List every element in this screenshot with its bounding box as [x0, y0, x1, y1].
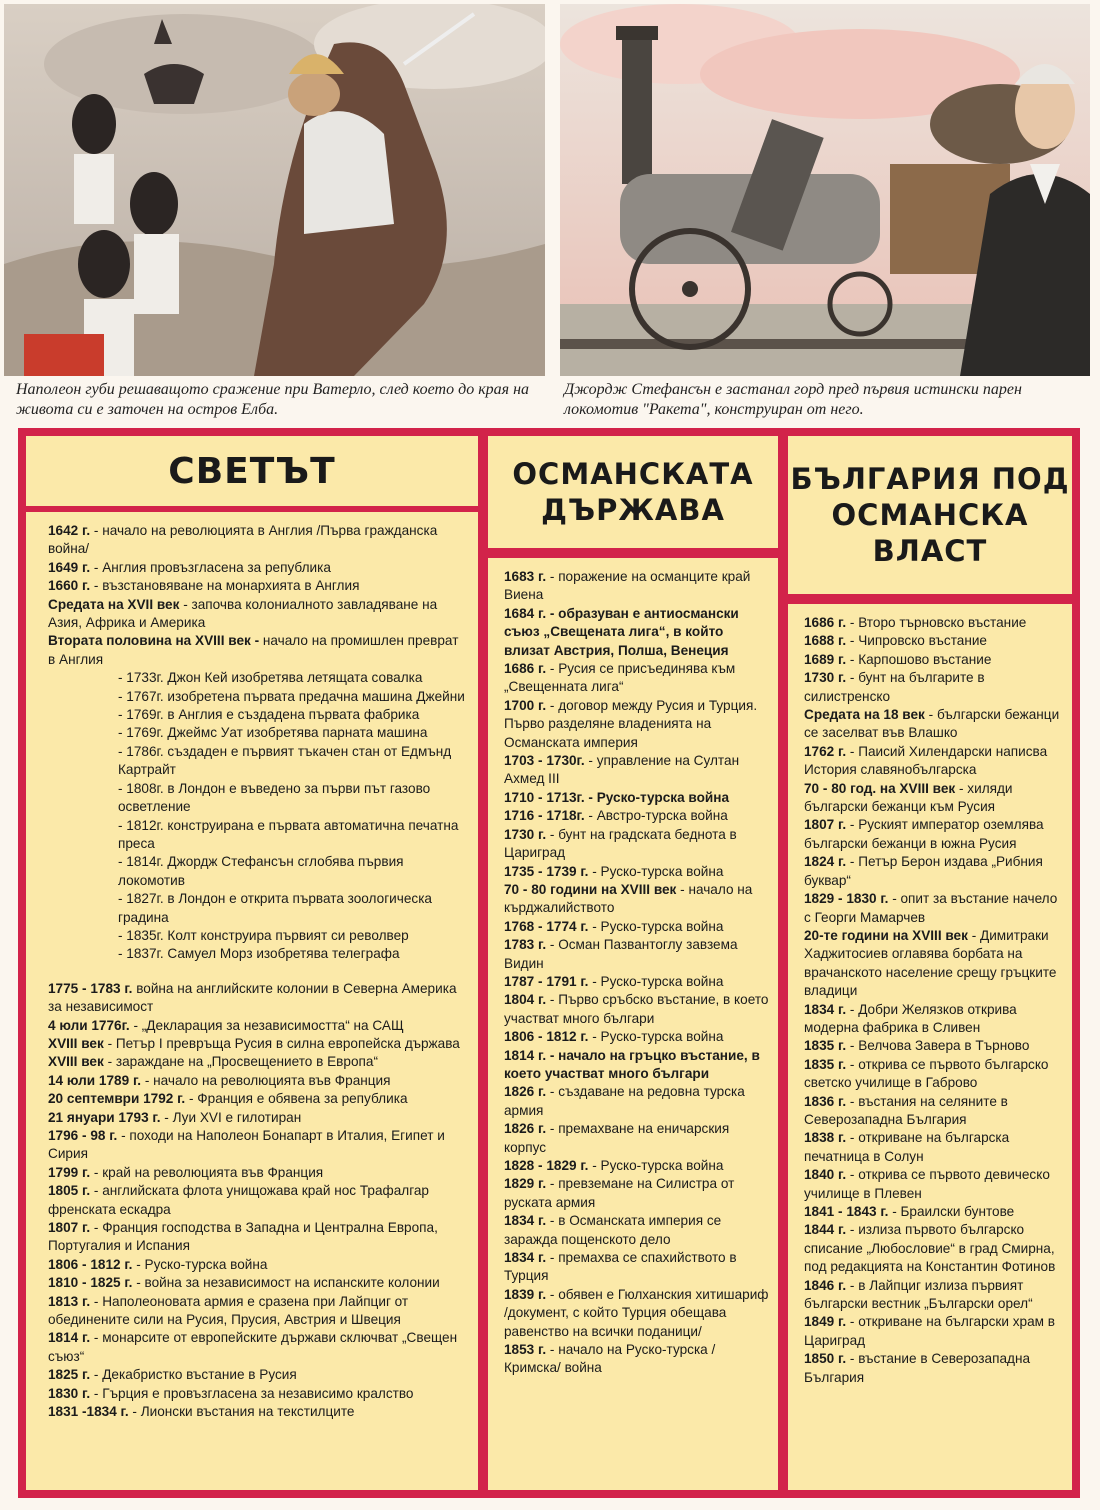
entry-text: - Второ търновско въстание	[846, 615, 1027, 630]
timeline-entry	[804, 1277, 1066, 1314]
locomotive-illustration	[560, 4, 1090, 376]
timeline-entry	[504, 1120, 772, 1157]
timeline-entry	[48, 853, 468, 890]
timeline-entry	[804, 1129, 1066, 1166]
entry-text: - Русия се присъединява към „Свещенната лига“	[504, 661, 736, 695]
entry-text: - Браилски бунтове	[888, 1204, 1015, 1219]
timeline-entry	[48, 596, 468, 633]
entry-text: - край на революцията във Франция	[90, 1164, 324, 1180]
timeline-entry	[48, 577, 468, 595]
entry-text: - обявен е Гюлханския хитишариф /документ, с който Турция обещава равенство на всички поданици/	[504, 1286, 769, 1339]
bulgaria-timeline	[788, 604, 1072, 1490]
timeline-entry	[804, 890, 1066, 927]
entry-date: 1775 - 1783 г.	[48, 980, 133, 996]
entry-date: 1730 г.	[804, 670, 847, 686]
entry-date: 1846 г.	[804, 1277, 847, 1293]
timeline-entry	[804, 1313, 1066, 1350]
entry-text: - начало на Руско-турска /Кримска/ война	[504, 1342, 716, 1376]
entry-date: 1799 г.	[48, 1164, 91, 1180]
timeline-gap	[48, 964, 468, 980]
entry-text: - начало на революцията във Франция	[141, 1072, 391, 1088]
entry-date: Втората половина на XVIII век -	[48, 633, 260, 649]
timeline-entry	[48, 1090, 468, 1108]
entry-text: - в Лайпциг излиза първият български вестник „Български орел“	[804, 1277, 1033, 1312]
entry-date: 1735 - 1739 г.	[504, 863, 589, 879]
timeline-entry	[804, 927, 1066, 1001]
entry-date: 1804 г.	[504, 992, 547, 1008]
entry-date: 1831 -1834 г.	[48, 1404, 129, 1420]
timeline-entry	[804, 816, 1066, 853]
entry-text: - Австро-турска война	[584, 808, 728, 824]
timeline-entry	[48, 890, 468, 927]
entry-date: 1783 г.	[504, 937, 547, 953]
entry-date: 20-те години на XVIII век	[804, 927, 968, 943]
entry-text: - Франция е обявена за република	[185, 1091, 408, 1107]
entry-date: 1825 г.	[48, 1367, 91, 1383]
entry-text: - начало на революцията в Англия /Първа гражданска война/	[48, 523, 438, 557]
entry-text: - 1786г. създаден е първият тъкачен стан от Едмънд Картрайт	[118, 743, 452, 778]
entry-text: - 1814г. Джордж Стефансън сглобява първия локомотив	[118, 854, 404, 888]
timeline-entry	[504, 1157, 772, 1175]
entry-date: 1710 - 1713г. - Руско-турска война	[504, 789, 730, 805]
timeline-entry	[48, 1072, 468, 1090]
entry-text: - Лионски въстания на текстилците	[128, 1404, 355, 1420]
entry-date: 1841 - 1843 г.	[804, 1204, 889, 1219]
entry-text: - 1812г. конструирана е първата автоматична печатна преса	[118, 817, 459, 851]
entry-date: 1649 г.	[48, 559, 91, 575]
timeline-entry	[804, 1056, 1066, 1093]
entry-text: - 1835г. Колт конструира първият си револвер	[118, 927, 409, 943]
timeline-entry	[48, 1109, 468, 1127]
timeline-entry	[48, 724, 468, 742]
entry-text: - Петър Берон издава „Рибния буквар“	[804, 854, 1043, 888]
bulgaria-column-title: БЪЛГАРИЯ ПОД ОСМАНСКА ВЛАСТ	[788, 436, 1072, 594]
timeline-entry	[504, 1175, 772, 1212]
entry-date: 1686 г.	[804, 615, 847, 630]
entry-date: 1807 г.	[804, 817, 847, 833]
timeline-entry	[504, 826, 772, 863]
timeline-entry	[48, 980, 468, 1017]
entry-text: - Декабристко въстание в Русия	[90, 1367, 297, 1383]
timeline-entry	[48, 743, 468, 780]
entry-text: - 1808г. в Лондон е въведено за първи път газово осветление	[118, 780, 431, 815]
entry-text: - походи на Наполеон Бонапарт в Италия, Египет и Сирия	[48, 1128, 445, 1162]
entry-text: - премахва се спахийството в Турция	[504, 1250, 737, 1284]
entry-date: 1813 г.	[48, 1293, 91, 1309]
entry-date: 1730 г.	[504, 826, 547, 842]
entry-date: 1660 г.	[48, 578, 91, 594]
entry-text: - Паисий Хилендарски написва История славянобългарска	[804, 743, 1048, 778]
entry-date: 1700 г.	[504, 697, 547, 713]
entry-text: - Франция господства в Западна и Централна Европа, Португалия и Испания	[48, 1220, 438, 1254]
timeline-entry	[48, 1293, 468, 1330]
entry-text: - откриване на българска печатница в Солун	[804, 1130, 1010, 1164]
timeline-entry	[804, 1350, 1066, 1387]
timeline-entry	[504, 752, 772, 789]
entry-date: 1850 г.	[804, 1351, 847, 1367]
entry-text: - Луи XVI е гилотиран	[160, 1109, 302, 1125]
timeline-entry	[48, 1182, 468, 1219]
entry-text: - бунт на българите в силистренско	[804, 670, 985, 704]
entry-date: 1835 г.	[804, 1038, 847, 1054]
entry-date: 1810 - 1825 г.	[48, 1275, 133, 1291]
timeline-entry	[48, 688, 468, 706]
timeline-entry	[804, 1166, 1066, 1203]
entry-date: 1829 г.	[504, 1176, 547, 1192]
timeline-entry	[504, 881, 772, 918]
timeline-entry	[504, 936, 772, 973]
entry-text: - премахване на еничарския корпус	[504, 1121, 730, 1155]
entry-date: 20 септември 1792 г.	[48, 1091, 186, 1107]
entry-text: - Карпошово въстание	[846, 651, 992, 667]
entry-date: 1703 - 1730г.	[504, 753, 585, 769]
entry-text: - зараждане на „Просвещението в Европа“	[103, 1054, 378, 1070]
timeline-entry	[504, 568, 772, 605]
timeline-entry	[48, 559, 468, 577]
entry-text: начало на промишлен преврат в Англия	[48, 633, 459, 667]
timeline-entry	[804, 614, 1066, 632]
timeline-entry	[48, 1035, 468, 1053]
timeline-entry	[48, 669, 468, 687]
entry-text: - Гърция е провъзгласена за независимо кралство	[90, 1385, 414, 1401]
timeline-entry	[504, 991, 772, 1028]
timeline-entry	[804, 1037, 1066, 1055]
entry-date: 1826 г.	[504, 1084, 547, 1100]
entry-text: - започва колониалното завладяване на Азия, Африка и Америка	[48, 596, 438, 631]
timeline-entry	[48, 780, 468, 817]
entry-date: 14 юли 1789 г.	[48, 1072, 142, 1088]
caption-waterloo: Наполеон губи решаващото сражение при Ватерло, след което до края на живота си е заточен на остров Елба.	[16, 381, 530, 418]
entry-text: - Руско-турска война	[588, 1158, 724, 1173]
waterloo-illustration	[4, 4, 545, 376]
timeline-entry	[48, 1385, 468, 1403]
entry-date: 1853 г.	[504, 1342, 547, 1358]
entry-date: 1834 г.	[804, 1001, 847, 1017]
entry-date: 1829 - 1830 г.	[804, 891, 889, 907]
timeline-entry	[804, 632, 1066, 650]
timeline-entry	[504, 1341, 772, 1378]
entry-text: - поражение на османците край Виена	[504, 569, 751, 603]
timeline-entry	[804, 1221, 1066, 1276]
timeline-entry	[804, 651, 1066, 669]
timeline-entry	[804, 1203, 1066, 1221]
entry-text: - монарсите от европейските държави сключват „Свещен съюз“	[48, 1330, 458, 1364]
entry-text: - опит за въстание начело с Георги Мамарчев	[804, 891, 1058, 925]
timeline-entry	[48, 1274, 468, 1292]
entry-date: 1835 г.	[804, 1056, 847, 1072]
entry-date: 1762 г.	[804, 743, 847, 759]
entry-date: 1806 - 1812 г.	[48, 1256, 133, 1272]
entry-text: - Наполеоновата армия е сразена при Лайпциг от обединените сили на Русия, Прусия, Австрия и Швеция	[48, 1293, 409, 1328]
timeline-entry	[504, 1083, 772, 1120]
entry-text: - Руско-турска война	[588, 973, 724, 989]
entry-text: - Чипровско въстание	[846, 633, 987, 649]
entry-text: - Велчова Завера в Търново	[846, 1038, 1030, 1054]
entry-date: 1689 г.	[804, 651, 847, 667]
timeline-entry	[48, 927, 468, 945]
timeline-entry	[804, 743, 1066, 780]
entry-text: - български бежанци се заселват във Влашко	[804, 707, 1060, 741]
entry-date: 1684 г. - образуван е антиосмански съюз „Свещената лига“, в който влизат Австрия, Полша, Венеция	[504, 605, 739, 658]
entry-text: - 1733г. Джон Кей изобретява летящата совалка	[118, 670, 423, 686]
entry-text: - договор между Русия и Турция. Първо разделяне владенията на Османската империя	[504, 697, 758, 750]
timeline-entry	[504, 605, 772, 660]
entry-date: 1830 г.	[48, 1385, 91, 1401]
entry-date: 1683 г.	[504, 569, 547, 584]
timeline-entry	[48, 522, 468, 559]
timeline-entry	[48, 1366, 468, 1384]
entry-text: - начало на кърджалийството	[504, 881, 753, 916]
entry-text: - Осман Пазвантоглу завзема Видин	[504, 937, 738, 971]
timeline-entry	[504, 918, 772, 936]
entry-text: - в Османската империя се заражда пощенското дело	[504, 1213, 722, 1247]
entry-text: - излиза първото българско списание „Любословие“ в град Смирна, под редакцията на Константин Фотинов	[804, 1222, 1056, 1275]
entry-text: - 1767г. изобретена първата предачна машина Джейни	[118, 688, 465, 704]
timeline-entry	[804, 780, 1066, 817]
entry-text: - възстановяване на монархията в Англия	[90, 578, 360, 594]
timeline-entry	[804, 853, 1066, 890]
entry-text: - „Декларация за независимостта“ на САЩ	[129, 1017, 404, 1033]
timeline-entry	[504, 660, 772, 697]
entry-date: XVIII век	[48, 1054, 104, 1070]
entry-text: - 1769г. Джеймс Уат изобретява парната машина	[118, 725, 428, 741]
timeline-entry	[48, 817, 468, 854]
entry-text: - въстание в Северозападна България	[804, 1351, 1031, 1385]
entry-date: 1796 - 98 г.	[48, 1128, 118, 1143]
timeline-entry	[504, 697, 772, 752]
entry-date: 4 юли 1776г.	[48, 1017, 130, 1033]
entry-text: - Руско-турска война	[588, 1029, 724, 1045]
entry-date: XVIII век	[48, 1035, 104, 1051]
entry-text: - превземане на Силистра от руската армия	[504, 1176, 735, 1210]
entry-date: 1814 г. - начало на гръцко въстание, в което участват много българи	[504, 1047, 760, 1081]
world-column-title: СВЕТЪТ	[26, 436, 478, 506]
timeline-entry	[48, 1403, 468, 1421]
entry-text: - Петър I превръща Русия в силна европейска държава	[103, 1035, 460, 1051]
caption-locomotive: Джордж Стефансън е застанал горд пред първия истински парен локомотив "Ракета", конструиран от него.	[564, 381, 1022, 418]
entry-text: - въстания на селяните в Северозападна България	[804, 1093, 1008, 1127]
entry-date: 1805 г.	[48, 1183, 91, 1199]
entry-date: 1806 - 1812 г.	[504, 1029, 589, 1045]
entry-text: - война за независимост на испанските колонии	[132, 1275, 440, 1291]
entry-text: - 1827г. в Лондон е открита първата зоологическа градина	[118, 891, 432, 925]
timeline-entry	[804, 669, 1066, 706]
entry-date: 1807 г.	[48, 1220, 91, 1236]
world-timeline	[26, 512, 478, 1490]
ottoman-timeline	[488, 558, 778, 1490]
timeline-entry	[48, 1127, 468, 1164]
entry-text: - Руско-турска война	[588, 918, 724, 934]
entry-text: - Добри Желязков открива модерна фабрика в Сливен	[804, 1001, 1017, 1035]
timeline-entry	[804, 706, 1066, 743]
entry-date: 1840 г.	[804, 1167, 847, 1183]
timeline-entry	[504, 1286, 772, 1341]
entry-date: 1768 - 1774 г.	[504, 918, 589, 934]
timeline-entry	[48, 706, 468, 724]
ottoman-column-title: ОСМАНСКАТА ДЪРЖАВА	[488, 436, 778, 548]
entry-text: - открива се първото девическо училище в Плевен	[804, 1167, 1050, 1201]
entry-date: 1824 г.	[804, 854, 847, 870]
timeline-entry	[504, 789, 772, 807]
entry-text: - хиляди български бежанци към Русия	[804, 780, 1013, 815]
timeline-entry	[48, 1256, 468, 1274]
timeline-entry	[48, 632, 468, 669]
timeline-entry	[804, 1001, 1066, 1038]
entry-text: - Димитраки Хаджитосиев оглавява борбата на врачанското население срещу гръцките владици	[804, 927, 1057, 999]
entry-text: - английската флота унищожава край нос Трафалгар френската ескадра	[48, 1183, 429, 1217]
entry-text: война на английските колонии в Северна Америка за независимост	[48, 980, 457, 1015]
entry-date: 1828 - 1829 г.	[504, 1158, 589, 1173]
timeline-entry	[48, 1219, 468, 1256]
timeline-entry	[504, 973, 772, 991]
entry-date: 21 януари 1793 г.	[48, 1109, 161, 1125]
entry-date: 1814 г.	[48, 1330, 91, 1346]
entry-text: - Руско-турска война	[588, 863, 724, 879]
timeline-entry	[48, 1017, 468, 1035]
entry-text: - Англия провъзгласена за република	[90, 559, 331, 575]
timeline-entry	[504, 1047, 772, 1084]
timeline-entry	[48, 1329, 468, 1366]
entry-date: 1686 г.	[504, 661, 547, 677]
entry-text: - създаване на редовна турска армия	[504, 1084, 745, 1118]
timeline-entry	[504, 1249, 772, 1286]
timeline-frame	[18, 428, 1080, 1498]
timeline-entry	[504, 1212, 772, 1249]
entry-date: 1834 г.	[504, 1213, 547, 1229]
timeline-entry	[48, 1053, 468, 1071]
entry-date: 1838 г.	[804, 1130, 847, 1146]
entry-text: - открива се първото българско светско училище в Габрово	[804, 1056, 1049, 1091]
timeline-entry	[48, 945, 468, 963]
timeline-entry	[804, 1093, 1066, 1130]
entry-date: 1787 - 1791 г.	[504, 973, 589, 989]
entry-text: - управление на Султан Ахмед III	[504, 753, 740, 787]
entry-text: - Първо сръбско въстание, в което участват много българи	[504, 992, 769, 1026]
timeline-entry	[504, 807, 772, 825]
entry-date: 70 - 80 год. на XVIII век	[804, 780, 956, 796]
entry-date: 70 - 80 години на XVIII век	[504, 881, 677, 897]
entry-text: - откриване на български храм в Цариград	[804, 1314, 1056, 1348]
entry-text: - 1769г. в Англия е създадена първата фабрика	[118, 707, 420, 723]
entry-text: - 1837г. Самуел Морз изобретява телеграфа	[118, 946, 400, 962]
entry-date: 1826 г.	[504, 1121, 547, 1137]
entry-date: 1839 г.	[504, 1286, 547, 1302]
entry-date: 1844 г.	[804, 1222, 847, 1238]
timeline-entry	[504, 863, 772, 881]
entry-date: 1849 г.	[804, 1314, 847, 1330]
entry-date: Средата на XVII век	[48, 596, 180, 612]
entry-date: 1834 г.	[504, 1250, 547, 1266]
entry-text: - Руско-турска война	[132, 1256, 268, 1272]
entry-date: 1716 - 1718г.	[504, 808, 585, 824]
entry-date: 1688 г.	[804, 633, 847, 649]
entry-date: 1642 г.	[48, 523, 91, 538]
entry-text: - Руският император оземлява български бежанци в южна Русия	[804, 817, 1044, 851]
timeline-entry	[48, 1164, 468, 1182]
entry-text: - бунт на градската беднота в Цариград	[504, 826, 737, 861]
timeline-entry	[504, 1028, 772, 1046]
entry-date: Средата на 18 век	[804, 707, 925, 723]
entry-date: 1836 г.	[804, 1093, 847, 1109]
